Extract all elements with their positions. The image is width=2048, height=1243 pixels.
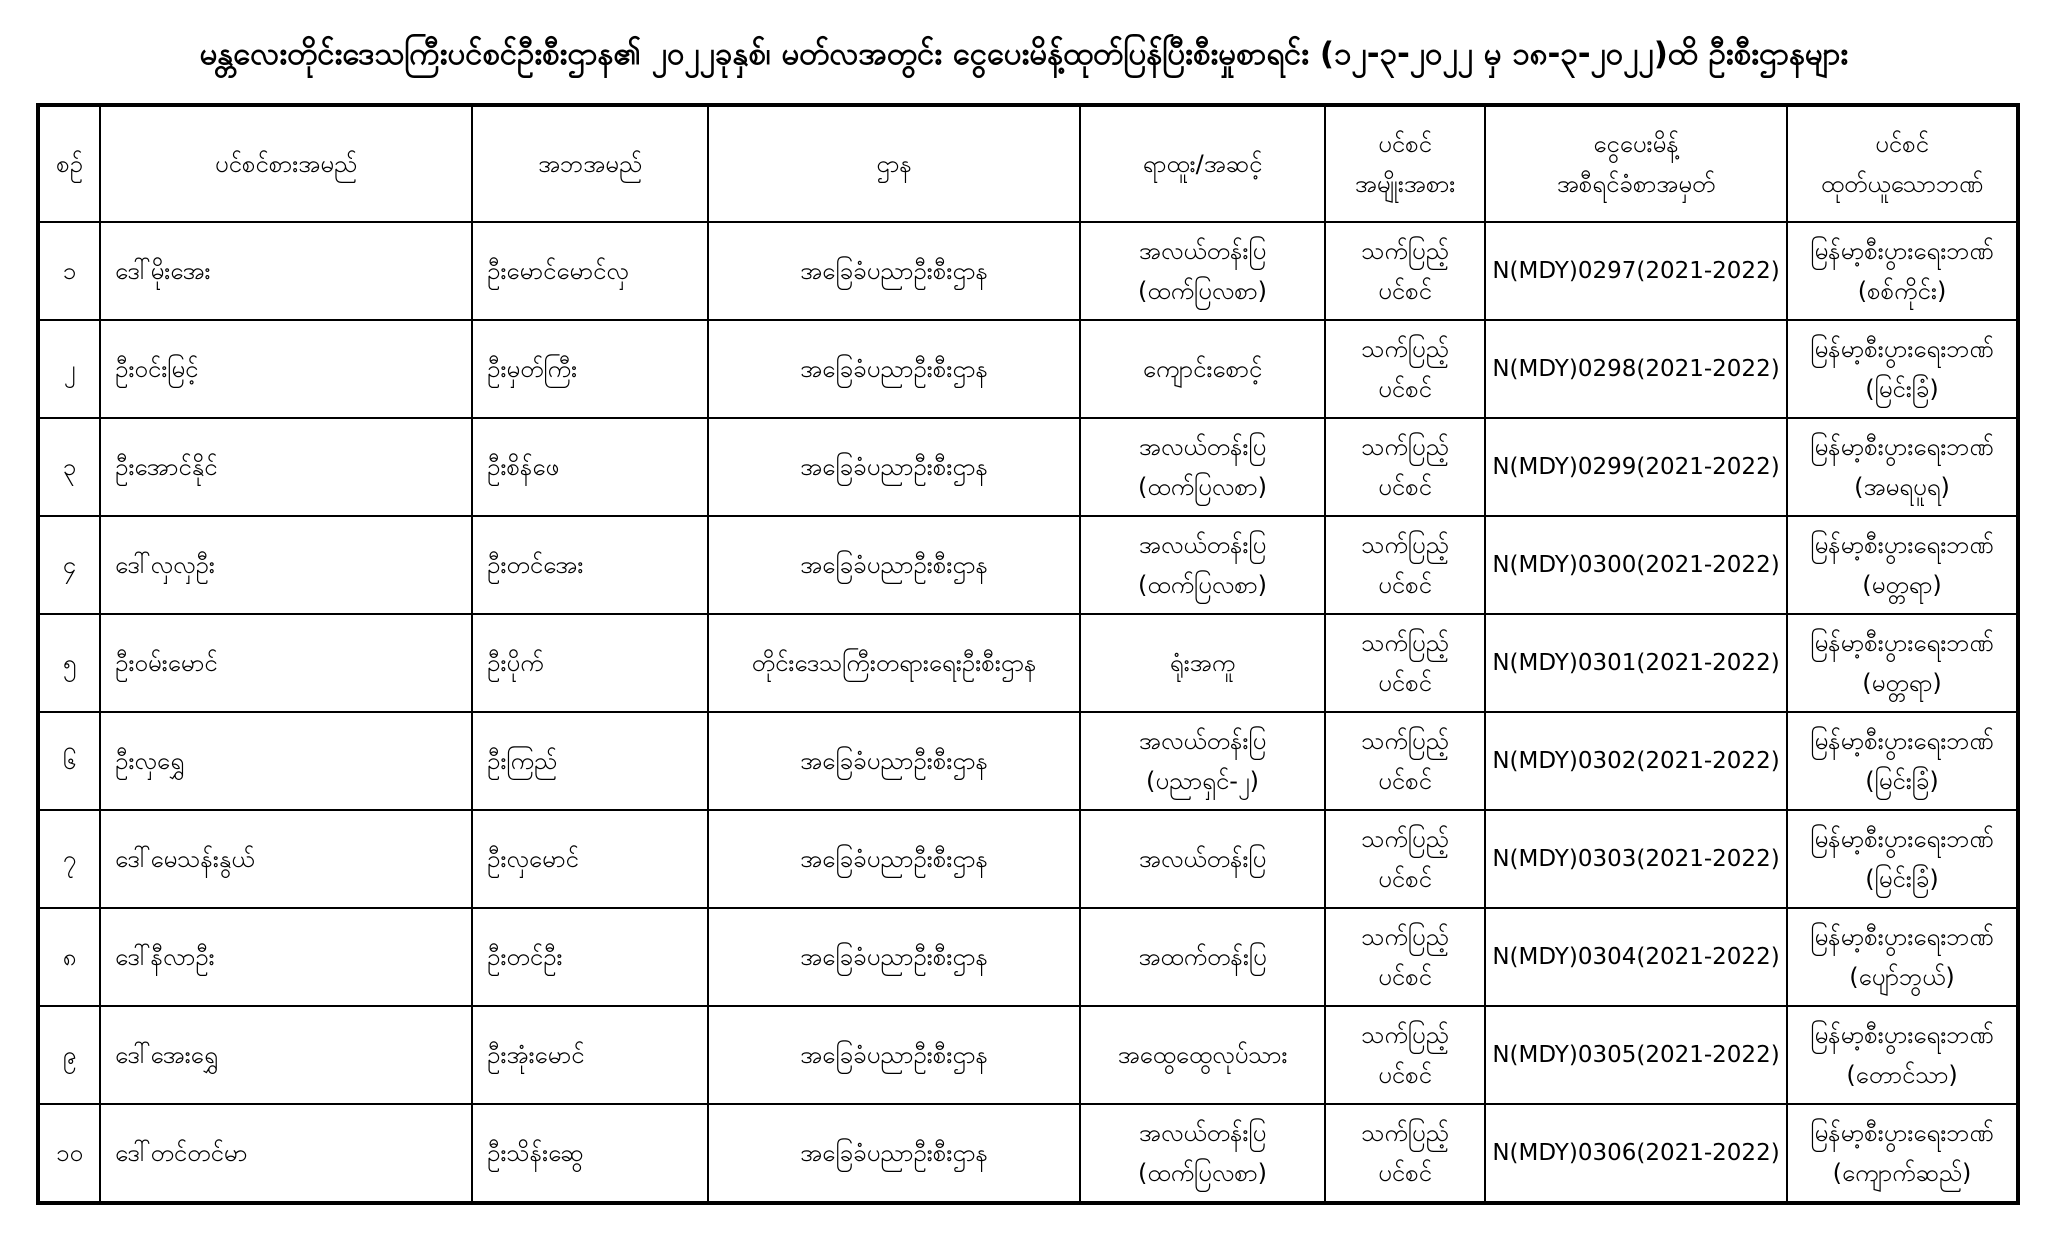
pension-type-line1: သက်ပြည့် bbox=[1361, 237, 1449, 265]
row-number: ၁ bbox=[62, 257, 77, 285]
rank-line1: အလယ်တန်းပြ bbox=[1138, 433, 1267, 461]
cell-rank bbox=[1080, 712, 1325, 810]
pension-type-line2: ပင်စင် bbox=[1378, 473, 1432, 501]
order-number: N(MDY)0299(2021-2022) bbox=[1492, 454, 1780, 480]
header-bank-line2: ထုတ်ယူသောဘဏ် bbox=[1820, 170, 1984, 198]
row-number: ၉ bbox=[62, 1041, 77, 1069]
department-name: အခြေခံပညာဦးစီးဌာန bbox=[800, 1139, 988, 1167]
cell-rank bbox=[1080, 418, 1325, 516]
department-name: အခြေခံပညာဦးစီးဌာန bbox=[800, 355, 988, 383]
cell-pension-type bbox=[1325, 810, 1485, 908]
father-name: ဦးလှမောင် bbox=[487, 845, 579, 873]
pension-type-line1: သက်ပြည့် bbox=[1361, 1021, 1449, 1049]
department-name: အခြေခံပညာဦးစီးဌာန bbox=[800, 747, 988, 775]
cell-pensioner-name bbox=[100, 1006, 472, 1104]
cell-order-no bbox=[1485, 712, 1787, 810]
cell-department bbox=[708, 1104, 1080, 1203]
bank-line1: မြန်မာ့စီးပွားရေးဘဏ် bbox=[1810, 433, 1994, 461]
row-number: ၃ bbox=[62, 453, 77, 481]
cell-order-no bbox=[1485, 1104, 1787, 1203]
rank-line1: အလယ်တန်းပြ bbox=[1138, 237, 1267, 265]
cell-no bbox=[38, 712, 100, 810]
pension-type-line2: ပင်စင် bbox=[1378, 375, 1432, 403]
cell-rank bbox=[1080, 1104, 1325, 1203]
cell-bank bbox=[1787, 810, 2018, 908]
pension-type-line1: သက်ပြည့် bbox=[1361, 1119, 1449, 1147]
bank-line1: မြန်မာ့စီးပွားရေးဘဏ် bbox=[1810, 335, 1994, 363]
cell-pensioner-name bbox=[100, 516, 472, 614]
cell-bank bbox=[1787, 1006, 2018, 1104]
pension-type-line2: ပင်စင် bbox=[1378, 277, 1432, 305]
cell-department bbox=[708, 320, 1080, 418]
cell-no bbox=[38, 320, 100, 418]
rank-line1: အထက်တန်းပြ bbox=[1138, 943, 1267, 971]
cell-bank bbox=[1787, 320, 2018, 418]
cell-bank bbox=[1787, 516, 2018, 614]
header-order-no-line2: အစီရင်ခံစာအမှတ် bbox=[1556, 170, 1716, 198]
cell-department bbox=[708, 614, 1080, 712]
bank-line1: မြန်မာ့စီးပွားရေးဘဏ် bbox=[1810, 825, 1994, 853]
pensioner-name: ဒေါ်အေးရွှေ bbox=[115, 1041, 218, 1069]
pension-table bbox=[36, 103, 2020, 1205]
cell-pensioner-name bbox=[100, 810, 472, 908]
cell-father-name bbox=[472, 516, 708, 614]
bank-line2: (မတ္တရာ) bbox=[1862, 669, 1942, 697]
cell-pension-type bbox=[1325, 320, 1485, 418]
cell-pensioner-name bbox=[100, 712, 472, 810]
pension-type-line1: သက်ပြည့် bbox=[1361, 825, 1449, 853]
table-row bbox=[38, 516, 2018, 614]
order-number: N(MDY)0302(2021-2022) bbox=[1492, 748, 1780, 774]
pensioner-name: ဦးလှရွှေ bbox=[115, 747, 185, 775]
rank-line2: (ထက်ပြလစာ) bbox=[1138, 277, 1267, 305]
pension-type-line2: ပင်စင် bbox=[1378, 571, 1432, 599]
pensioner-name: ဦးအောင်နိုင် bbox=[115, 453, 218, 481]
department-name: အခြေခံပညာဦးစီးဌာန bbox=[800, 943, 988, 971]
cell-department bbox=[708, 418, 1080, 516]
rank-line1: အထွေထွေလုပ်သား bbox=[1117, 1041, 1288, 1069]
bank-line1: မြန်မာ့စီးပွားရေးဘဏ် bbox=[1810, 531, 1994, 559]
father-name: ဦးသိန်းဆွေ bbox=[487, 1139, 584, 1167]
order-number: N(MDY)0301(2021-2022) bbox=[1492, 650, 1780, 676]
department-name: အခြေခံပညာဦးစီးဌာန bbox=[800, 551, 988, 579]
table-body bbox=[38, 222, 2018, 1203]
pension-type-line1: သက်ပြည့် bbox=[1361, 531, 1449, 559]
pension-type-line1: သက်ပြည့် bbox=[1361, 727, 1449, 755]
cell-order-no bbox=[1485, 908, 1787, 1006]
order-number: N(MDY)0297(2021-2022) bbox=[1492, 258, 1780, 284]
bank-line1: မြန်မာ့စီးပွားရေးဘဏ် bbox=[1810, 923, 1994, 951]
cell-father-name bbox=[472, 810, 708, 908]
row-number: ၈ bbox=[62, 943, 77, 971]
order-number: N(MDY)0300(2021-2022) bbox=[1492, 552, 1780, 578]
cell-bank bbox=[1787, 222, 2018, 320]
rank-line1: ကျောင်းစောင့် bbox=[1142, 355, 1263, 383]
department-name: အခြေခံပညာဦးစီးဌာန bbox=[800, 257, 988, 285]
pensioner-name: ဒေါ်မေသန်းနွယ် bbox=[115, 845, 255, 873]
cell-pension-type bbox=[1325, 418, 1485, 516]
cell-pensioner-name bbox=[100, 320, 472, 418]
row-number: ၆ bbox=[62, 747, 77, 775]
page-title: မန္တလေးတိုင်းဒေသကြီးပင်စင်ဦးစီးဌာန၏ ၂၀၂၂ခုနှစ်၊ မတ်လအတွင်း ငွေပေးမိန့်ထုတ်ပြန်ပြီးစီးမှုစာရင်း (၁၂-၃-၂၀၂၂ မှ ၁၈-၃-၂၀၂၂)ထိ ဦးစီးဌာနများ bbox=[199, 36, 1849, 72]
cell-order-no bbox=[1485, 320, 1787, 418]
row-number: ၁၀ bbox=[56, 1139, 83, 1167]
cell-department bbox=[708, 810, 1080, 908]
cell-bank bbox=[1787, 712, 2018, 810]
cell-order-no bbox=[1485, 418, 1787, 516]
cell-father-name bbox=[472, 1104, 708, 1203]
cell-pensioner-name bbox=[100, 614, 472, 712]
row-number: ၄ bbox=[62, 551, 77, 579]
table-row bbox=[38, 908, 2018, 1006]
cell-pension-type bbox=[1325, 614, 1485, 712]
order-number: N(MDY)0304(2021-2022) bbox=[1492, 944, 1780, 970]
pension-type-line2: ပင်စင် bbox=[1378, 1061, 1432, 1089]
bank-line1: မြန်မာ့စီးပွားရေးဘဏ် bbox=[1810, 237, 1994, 265]
header-father-name: အဘအမည် bbox=[472, 105, 708, 222]
table-row bbox=[38, 712, 2018, 810]
pension-type-line1: သက်ပြည့် bbox=[1361, 335, 1449, 363]
order-number: N(MDY)0298(2021-2022) bbox=[1492, 356, 1780, 382]
bank-line1: မြန်မာ့စီးပွားရေးဘဏ် bbox=[1810, 1021, 1994, 1049]
cell-bank bbox=[1787, 418, 2018, 516]
cell-pensioner-name bbox=[100, 222, 472, 320]
cell-rank bbox=[1080, 908, 1325, 1006]
cell-no bbox=[38, 614, 100, 712]
row-number: ၇ bbox=[62, 845, 77, 873]
header-pension-type-line1: ပင်စင် bbox=[1378, 130, 1432, 158]
cell-department bbox=[708, 1006, 1080, 1104]
cell-rank bbox=[1080, 516, 1325, 614]
pensioner-name: ဒေါ်မိုးအေး bbox=[115, 257, 211, 285]
order-number: N(MDY)0303(2021-2022) bbox=[1492, 846, 1780, 872]
cell-father-name bbox=[472, 1006, 708, 1104]
cell-rank bbox=[1080, 810, 1325, 908]
order-number: N(MDY)0305(2021-2022) bbox=[1492, 1042, 1780, 1068]
father-name: ဦးအုံးမောင် bbox=[487, 1041, 585, 1069]
father-name: ဦးကြည် bbox=[487, 747, 558, 775]
header-bank-line1: ပင်စင် bbox=[1875, 130, 1929, 158]
cell-father-name bbox=[472, 222, 708, 320]
department-name: အခြေခံပညာဦးစီးဌာန bbox=[800, 1041, 988, 1069]
bank-line2: (မြင်းခြံ) bbox=[1865, 767, 1939, 795]
row-number: ၅ bbox=[62, 649, 77, 677]
pensioner-name: ဒေါ်လှလှဦး bbox=[115, 551, 215, 579]
cell-no bbox=[38, 908, 100, 1006]
department-name: တိုင်းဒေသကြီးတရားရေးဦးစီးဌာန bbox=[751, 649, 1037, 677]
bank-line2: (မြင်းခြံ) bbox=[1865, 375, 1939, 403]
bank-line2: (မြင်းခြံ) bbox=[1865, 865, 1939, 893]
header-pensioner-name: ပင်စင်စားအမည် bbox=[100, 105, 472, 222]
cell-pension-type bbox=[1325, 908, 1485, 1006]
table-row bbox=[38, 320, 2018, 418]
cell-pension-type bbox=[1325, 516, 1485, 614]
pensioner-name: ဦးဝင်းမြင့် bbox=[115, 355, 199, 383]
table-row bbox=[38, 810, 2018, 908]
bank-line2: (ပျော်ဘွယ်) bbox=[1849, 963, 1955, 991]
cell-father-name bbox=[472, 908, 708, 1006]
rank-line2: (ပညာရှင်-၂) bbox=[1145, 767, 1260, 795]
cell-no bbox=[38, 222, 100, 320]
cell-pension-type bbox=[1325, 1104, 1485, 1203]
pension-type-line2: ပင်စင် bbox=[1378, 1159, 1432, 1187]
table-row bbox=[38, 418, 2018, 516]
rank-line1: အလယ်တန်းပြ bbox=[1138, 531, 1267, 559]
header-row bbox=[38, 105, 2018, 222]
rank-line2: (ထက်ပြလစာ) bbox=[1138, 571, 1267, 599]
bank-line1: မြန်မာ့စီးပွားရေးဘဏ် bbox=[1810, 1119, 1994, 1147]
cell-pension-type bbox=[1325, 712, 1485, 810]
row-number: ၂ bbox=[63, 355, 76, 383]
bank-line1: မြန်မာ့စီးပွားရေးဘဏ် bbox=[1810, 727, 1994, 755]
bank-line1: မြန်မာ့စီးပွားရေးဘဏ် bbox=[1810, 629, 1994, 657]
bank-line2: (ကျောက်ဆည်) bbox=[1832, 1159, 1972, 1187]
cell-bank bbox=[1787, 614, 2018, 712]
header-pension-type bbox=[1325, 105, 1485, 222]
cell-no bbox=[38, 516, 100, 614]
father-name: ဦးတင်အေး bbox=[487, 551, 584, 579]
cell-father-name bbox=[472, 712, 708, 810]
cell-no bbox=[38, 810, 100, 908]
pensioner-name: ဒေါ်တင်တင်မာ bbox=[115, 1139, 248, 1167]
cell-no bbox=[38, 1006, 100, 1104]
cell-department bbox=[708, 516, 1080, 614]
header-department: ဌာန bbox=[708, 105, 1080, 222]
father-name: ဦးစိန်ဖေ bbox=[487, 453, 560, 481]
header-order-no bbox=[1485, 105, 1787, 222]
department-name: အခြေခံပညာဦးစီးဌာန bbox=[800, 845, 988, 873]
cell-rank bbox=[1080, 222, 1325, 320]
bank-line2: (စစ်ကိုင်း) bbox=[1857, 277, 1947, 305]
father-name: ဦးမှတ်ကြီး bbox=[487, 355, 578, 383]
pension-type-line2: ပင်စင် bbox=[1378, 767, 1432, 795]
department-name: အခြေခံပညာဦးစီးဌာန bbox=[800, 453, 988, 481]
rank-line2: (ထက်ပြလစာ) bbox=[1138, 1159, 1267, 1187]
pension-type-line2: ပင်စင် bbox=[1378, 669, 1432, 697]
rank-line1: အလယ်တန်းပြ bbox=[1138, 1119, 1267, 1147]
bank-line2: (မတ္တရာ) bbox=[1862, 571, 1942, 599]
bank-line2: (တောင်သာ) bbox=[1846, 1061, 1958, 1089]
bank-line2: (အမရပူရ) bbox=[1854, 473, 1950, 501]
header-no: စဉ် bbox=[38, 105, 100, 222]
cell-order-no bbox=[1485, 1006, 1787, 1104]
cell-order-no bbox=[1485, 614, 1787, 712]
table-row bbox=[38, 1104, 2018, 1203]
father-name: ဦးမောင်မောင်လှ bbox=[487, 257, 629, 285]
rank-line1: အလယ်တန်းပြ bbox=[1138, 727, 1267, 755]
cell-rank bbox=[1080, 1006, 1325, 1104]
cell-pension-type bbox=[1325, 1006, 1485, 1104]
cell-no bbox=[38, 418, 100, 516]
table-row bbox=[38, 614, 2018, 712]
rank-line1: အလယ်တန်းပြ bbox=[1138, 845, 1267, 873]
header-rank: ရာထူး/အဆင့် bbox=[1080, 105, 1325, 222]
header-bank bbox=[1787, 105, 2018, 222]
cell-father-name bbox=[472, 418, 708, 516]
cell-pensioner-name bbox=[100, 418, 472, 516]
cell-father-name bbox=[472, 320, 708, 418]
rank-line2: (ထက်ပြလစာ) bbox=[1138, 473, 1267, 501]
cell-pensioner-name bbox=[100, 1104, 472, 1203]
pensioner-name: ဦးဝမ်းမောင် bbox=[115, 649, 218, 677]
father-name: ဦးပိုက် bbox=[487, 649, 544, 677]
cell-bank bbox=[1787, 908, 2018, 1006]
cell-department bbox=[708, 222, 1080, 320]
cell-department bbox=[708, 712, 1080, 810]
header-order-no-line1: ငွေပေးမိန့် bbox=[1593, 130, 1679, 158]
cell-rank bbox=[1080, 614, 1325, 712]
cell-pensioner-name bbox=[100, 908, 472, 1006]
cell-pension-type bbox=[1325, 222, 1485, 320]
pensioner-name: ဒေါ်နီလာဦး bbox=[115, 943, 215, 971]
cell-no bbox=[38, 1104, 100, 1203]
table-row bbox=[38, 1006, 2018, 1104]
pension-type-line2: ပင်စင် bbox=[1378, 963, 1432, 991]
cell-father-name bbox=[472, 614, 708, 712]
cell-department bbox=[708, 908, 1080, 1006]
cell-order-no bbox=[1485, 222, 1787, 320]
rank-line1: ရုံးအကူ bbox=[1169, 649, 1236, 677]
cell-rank bbox=[1080, 320, 1325, 418]
pension-type-line1: သက်ပြည့် bbox=[1361, 433, 1449, 461]
cell-order-no bbox=[1485, 516, 1787, 614]
order-number: N(MDY)0306(2021-2022) bbox=[1492, 1140, 1780, 1166]
pension-type-line1: သက်ပြည့် bbox=[1361, 629, 1449, 657]
header-pension-type-line2: အမျိုးအစား bbox=[1354, 170, 1456, 198]
pension-type-line2: ပင်စင် bbox=[1378, 865, 1432, 893]
table-row bbox=[38, 222, 2018, 320]
cell-bank bbox=[1787, 1104, 2018, 1203]
pension-type-line1: သက်ပြည့် bbox=[1361, 923, 1449, 951]
father-name: ဦးတင်ဦး bbox=[487, 943, 563, 971]
cell-order-no bbox=[1485, 810, 1787, 908]
